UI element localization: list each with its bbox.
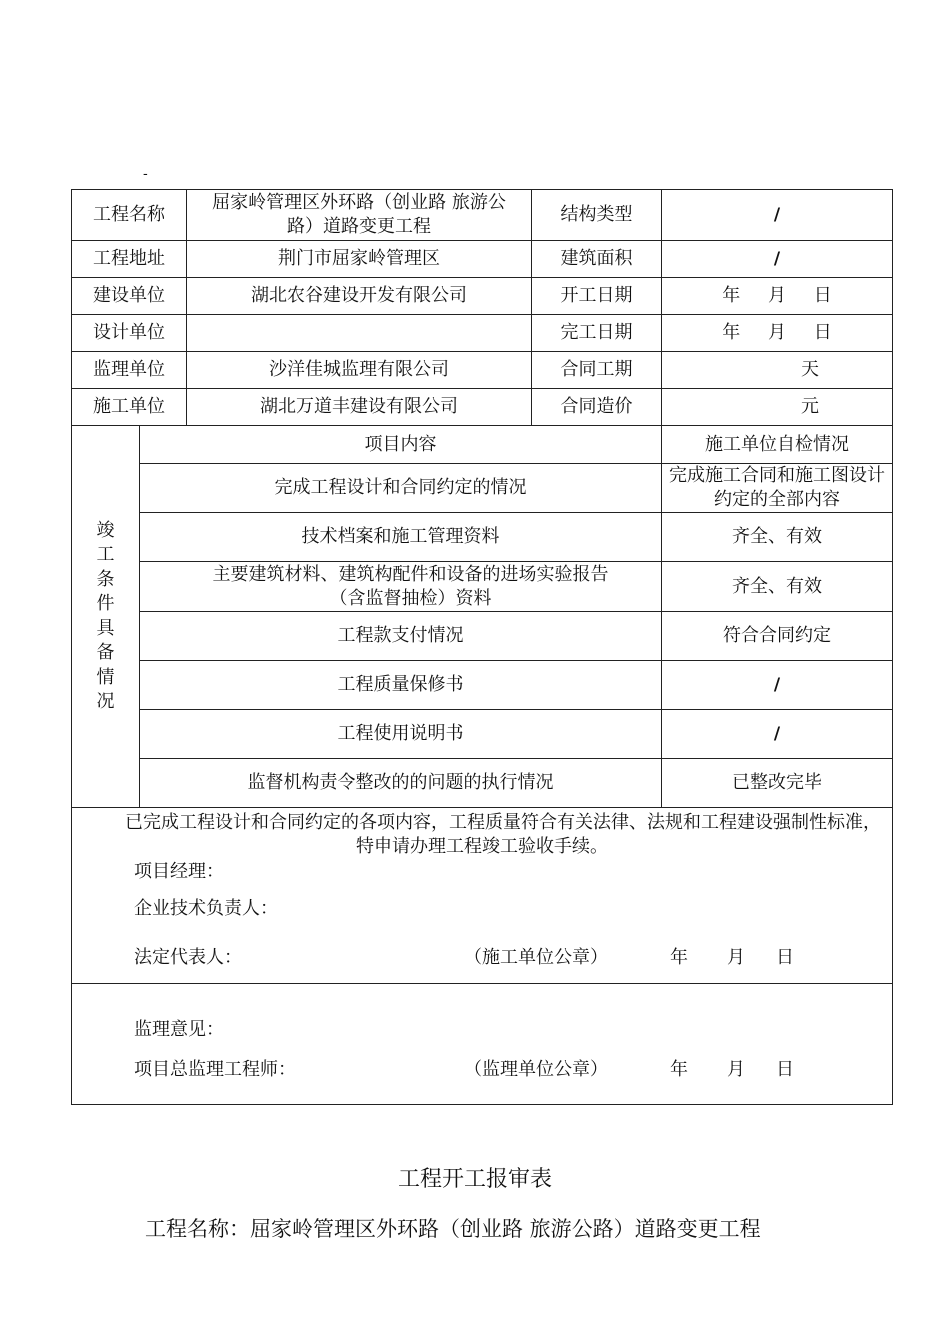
info-value: 沙洋佳城监理有限公司	[187, 352, 532, 389]
info-label: 合同造价	[532, 389, 662, 426]
condition-status: 已整改完毕	[662, 759, 893, 808]
info-label: 开工日期	[532, 278, 662, 315]
info-label: 施工单位	[72, 389, 187, 426]
info-row	[72, 190, 893, 241]
conditions-header-row	[72, 426, 893, 464]
declaration-row	[72, 808, 893, 984]
condition-item: 工程使用说明书	[140, 710, 662, 759]
condition-item: 工程质量保修书	[140, 661, 662, 710]
info-row	[72, 389, 893, 426]
next-form-project-name: 工程名称：屈家岭管理区外环路（创业路 旅游公路）道路变更工程	[145, 1217, 761, 1241]
condition-row	[72, 661, 893, 710]
project-manager-label: 项目经理：	[134, 860, 224, 882]
conditions-side-label-text: 竣 工 条 件 具 备 情 况	[96, 519, 115, 712]
top-mark: -	[143, 166, 148, 182]
condition-row	[72, 464, 893, 513]
condition-item: 工程款支付情况	[140, 612, 662, 661]
info-value: 荆门市屈家岭管理区	[187, 241, 532, 278]
info-label: 建筑面积	[532, 241, 662, 278]
info-value: 屈家岭管理区外环路（创业路 旅游公路）道路变更工程	[187, 190, 532, 241]
condition-item: 主要建筑材料、建筑构配件和设备的进场实验报告（含监督抽检）资料	[140, 562, 662, 612]
info-value: /	[662, 190, 893, 241]
completion-form-table	[71, 189, 893, 1105]
date-month: 月	[727, 946, 745, 968]
legal-rep-label: 法定代表人：	[134, 946, 242, 968]
condition-row	[72, 513, 893, 562]
info-row	[72, 241, 893, 278]
declaration-cell	[72, 808, 893, 984]
info-label: 设计单位	[72, 315, 187, 352]
condition-item: 监督机构责令整改的的问题的执行情况	[140, 759, 662, 808]
info-row	[72, 315, 893, 352]
info-value: /	[662, 241, 893, 278]
date-year: 年	[670, 946, 688, 968]
condition-status: 齐全、有效	[662, 562, 893, 612]
date-day: 日	[776, 946, 794, 968]
chief-engineer-label: 项目总监理工程师：	[134, 1058, 296, 1080]
info-value: 年 月 日	[662, 315, 893, 352]
condition-item: 技术档案和施工管理资料	[140, 513, 662, 562]
info-label: 工程地址	[72, 241, 187, 278]
supervision-opinion-label: 监理意见：	[134, 1018, 224, 1040]
date-month: 月	[727, 1058, 745, 1080]
supervision-row	[72, 984, 893, 1105]
info-label: 建设单位	[72, 278, 187, 315]
info-value: 元	[662, 389, 893, 426]
condition-status: /	[662, 661, 893, 710]
conditions-header-status: 施工单位自检情况	[662, 426, 893, 464]
info-value: 湖北农谷建设开发有限公司	[187, 278, 532, 315]
info-label: 结构类型	[532, 190, 662, 241]
date-day: 日	[776, 1058, 794, 1080]
info-value: 天	[662, 352, 893, 389]
supervisor-seal-label: （监理单位公章）	[464, 1058, 608, 1080]
info-label: 工程名称	[72, 190, 187, 241]
info-value: 湖北万道丰建设有限公司	[187, 389, 532, 426]
condition-item: 完成工程设计和合同约定的情况	[140, 464, 662, 513]
next-form-title: 工程开工报审表	[397, 1167, 552, 1192]
info-value	[187, 315, 532, 352]
info-label: 完工日期	[532, 315, 662, 352]
condition-status: 齐全、有效	[662, 513, 893, 562]
condition-status: 符合合同约定	[662, 612, 893, 661]
condition-row	[72, 612, 893, 661]
info-row	[72, 278, 893, 315]
condition-row	[72, 759, 893, 808]
contractor-seal-label: （施工单位公章）	[464, 946, 608, 968]
info-label: 监理单位	[72, 352, 187, 389]
condition-status: 完成施工合同和施工图设计约定的全部内容	[662, 464, 893, 513]
conditions-side-label	[72, 426, 140, 808]
date-year: 年	[670, 1058, 688, 1080]
info-row	[72, 352, 893, 389]
condition-status: /	[662, 710, 893, 759]
declaration-text: 已完成工程设计和合同约定的各项内容，工程质量符合有关法律、法规和工程建设强制性标准，特申请办理工程竣工验收手续。	[125, 811, 881, 857]
info-label: 合同工期	[532, 352, 662, 389]
condition-row	[72, 710, 893, 759]
info-value: 年 月 日	[662, 278, 893, 315]
conditions-header-item: 项目内容	[140, 426, 662, 464]
tech-lead-label: 企业技术负责人：	[134, 897, 278, 919]
supervision-cell	[72, 984, 893, 1105]
condition-row	[72, 562, 893, 612]
